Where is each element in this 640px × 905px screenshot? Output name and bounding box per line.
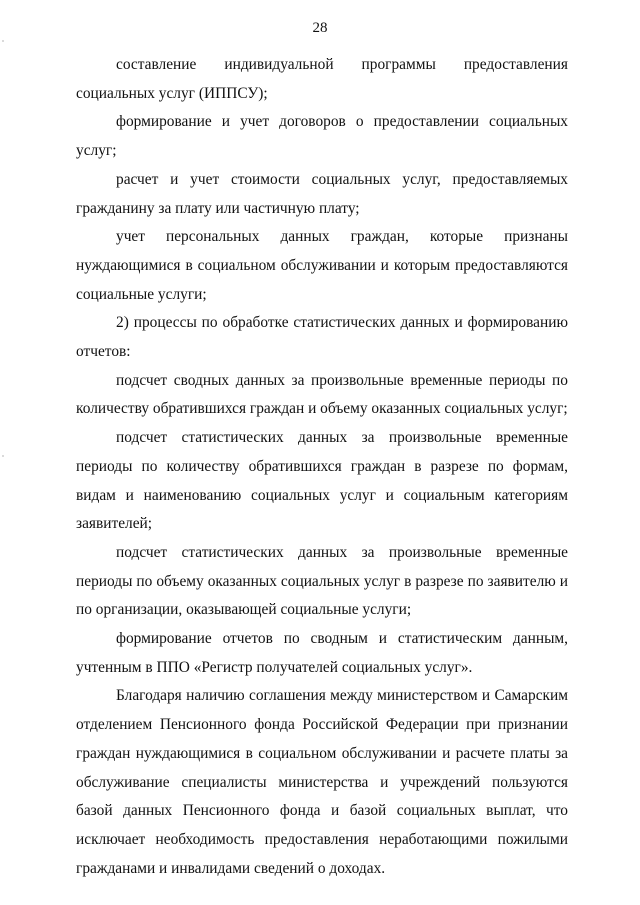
paragraph: подсчет статистических данных за произвольные временные периоды по количеству обратившихся граждан в разрезе по формам, видам и наименованию социальных услуг и социальным категориям заявителей; [76, 429, 568, 533]
paragraph: подсчет статистических данных за произвольные временные периоды по объему оказанных социальных услуг в разрезе по заявителю и по организации, оказывающей социальные услуги; [76, 543, 568, 619]
paragraph: подсчет сводных данных за произвольные временные периоды по количеству обратившихся граждан и объему оказанных социальных услуг; [76, 371, 568, 418]
paragraph: 2) процессы по обработке статистических данных и формированию отчетов: [76, 314, 568, 361]
paragraph: формирование отчетов по сводным и статистическим данным, учтенным в ППО «Регистр получателей социальных услуг». [76, 630, 568, 676]
paragraph: составление индивидуальной программы предоставления социальных услуг (ИППСУ); [76, 56, 568, 102]
document-body [76, 51, 568, 883]
paragraph: Благодаря наличию соглашения между министерством и Самарским отделением Пенсионного фонда Российской Федерации при признании граждан нуждающимися в социальном обслуживании и расчете платы за обслуживание специалисты министерства и учреждений пользуются базой данных Пенсионного фонда и базой социальных выплат, что исключает необходимость предоставления неработающими пожилыми гражданами и инвалидами сведений о доходах. [76, 687, 568, 877]
paragraph: учет персональных данных граждан, которые признаны нуждающимися в социальном обслуживании и которым предоставляются социальные услуги; [76, 228, 568, 303]
page-number: 28 [312, 20, 328, 36]
scan-edge-mark [2, 40, 4, 42]
scan-edge-mark [2, 455, 4, 457]
paragraph: формирование и учет договоров о предоставлении социальных услуг; [76, 113, 568, 160]
paragraph: расчет и учет стоимости социальных услуг, предоставляемых гражданину за плату или частичную плату; [76, 170, 568, 217]
